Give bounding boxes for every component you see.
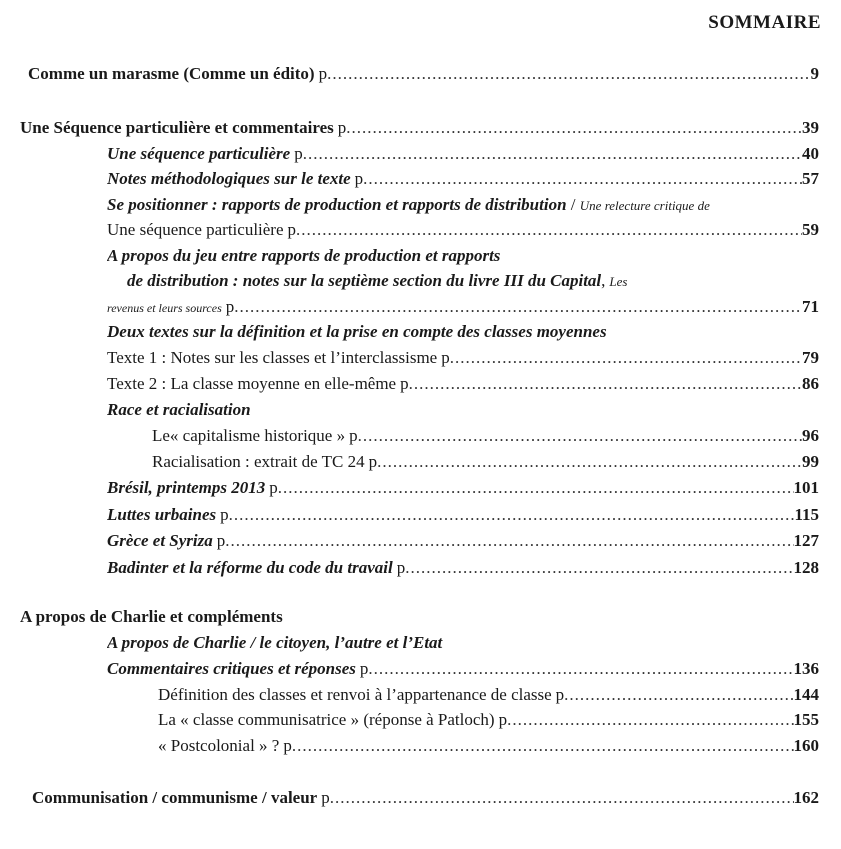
toc-entry-subtitle-small: revenus et leurs sources xyxy=(107,301,222,315)
leader-dots xyxy=(368,657,793,681)
toc-entry-title: Brésil, printemps 2013 xyxy=(107,478,266,497)
leader-dots xyxy=(405,556,793,580)
toc-entry-page: 96 xyxy=(802,426,819,445)
leader-dots xyxy=(278,476,794,500)
toc-entry-une-sequence-particuliere[interactable] xyxy=(0,142,841,166)
toc-entry-racialisation-extrait[interactable] xyxy=(0,450,841,474)
leader-dots xyxy=(296,218,802,242)
toc-entry-race-et-racialisation[interactable] xyxy=(0,398,841,422)
toc-entry-subtitle-small: Les xyxy=(609,274,628,289)
toc-entry-p: p xyxy=(225,297,235,316)
toc-entry-a-propos-de-charlie-et-complements[interactable] xyxy=(0,605,841,629)
toc-entry-title: La « classe communisatrice » (réponse à Patloch) xyxy=(158,710,495,729)
toc-entry-page: 162 xyxy=(793,788,819,807)
toc-entry-grece-et-syriza[interactable] xyxy=(0,529,841,553)
leader-dots xyxy=(234,295,802,319)
toc-entry-title: Le« capitalisme historique » xyxy=(152,426,346,445)
toc-entry-title: A propos de Charlie / le citoyen, l’autre et l’Etat xyxy=(107,633,443,652)
toc-entry-title: A propos de Charlie et compléments xyxy=(20,607,283,626)
toc-entry-page: 101 xyxy=(793,478,819,497)
toc-entry-title: Définition des classes et renvoi à l’appartenance de classe xyxy=(158,685,552,704)
toc-entry-page: 160 xyxy=(793,736,819,755)
leader-dots xyxy=(303,142,802,166)
toc-entry-p: p xyxy=(555,685,565,704)
toc-entry-definition-des-classes[interactable] xyxy=(0,683,841,707)
toc-entry-p: p xyxy=(287,220,297,239)
toc-entry-capitalisme-historique[interactable] xyxy=(0,424,841,448)
toc-entry-title: Luttes urbaines xyxy=(107,505,217,524)
toc-entry-notes-methodologiques[interactable] xyxy=(0,167,841,191)
toc-entry-p: p xyxy=(321,788,330,807)
toc-entry-page: 9 xyxy=(810,64,819,83)
toc-entry-a-propos-du-jeu[interactable] xyxy=(0,244,841,268)
toc-entry-bresil-printemps-2013[interactable] xyxy=(0,476,841,500)
toc-entry-subtitle-small: Une relecture critique de xyxy=(579,198,710,213)
toc-entry-se-positionner-continued[interactable] xyxy=(0,218,841,242)
leader-dots xyxy=(377,450,802,474)
toc-entry-title: Se positionner : rapports de production et rapports de distribution xyxy=(107,195,567,214)
toc-entry-p: p xyxy=(294,144,303,163)
toc-entry-page: 59 xyxy=(802,220,819,239)
toc-entry-une-sequence-particuliere-et-commentaires[interactable] xyxy=(0,116,841,140)
toc-entry-p: p xyxy=(400,374,409,393)
toc-entry-title: Racialisation : extrait de TC 24 xyxy=(152,452,365,471)
toc-entry-classe-communisatrice[interactable] xyxy=(0,708,841,732)
leader-dots xyxy=(450,346,802,370)
toc-entry-p: p xyxy=(220,505,229,524)
toc-entry-subtitle: Une séquence particulière xyxy=(107,220,284,239)
toc-entry-title-line1: A propos du jeu entre rapports de production et rapports xyxy=(107,246,501,265)
toc-entry-title: Texte 2 : La classe moyenne en elle-même xyxy=(107,374,397,393)
toc-entry-page: 86 xyxy=(802,374,819,393)
leader-dots xyxy=(229,503,795,527)
toc-entry-badinter[interactable] xyxy=(0,556,841,580)
leader-dots xyxy=(409,372,802,396)
toc-entry-p: p xyxy=(498,710,508,729)
toc-entry-p: p xyxy=(354,169,364,188)
toc-entry-comme-un-marasme[interactable] xyxy=(0,62,841,86)
toc-entry-title: Race et racialisation xyxy=(107,400,251,419)
toc-entry-page: 79 xyxy=(802,348,819,367)
toc-entry-p: p xyxy=(283,736,292,755)
toc-entry-title: Badinter et la réforme du code du travail xyxy=(107,558,393,577)
toc-entry-page: 128 xyxy=(793,558,819,577)
page-title: SOMMAIRE xyxy=(708,12,821,33)
toc-entry-title: Commentaires critiques et réponses xyxy=(107,659,356,678)
leader-dots xyxy=(225,529,793,553)
toc-entry-page: 57 xyxy=(802,169,819,188)
toc-entry-commentaires-critiques[interactable] xyxy=(0,657,841,681)
toc-entry-a-propos-du-jeu-line3[interactable] xyxy=(0,295,841,319)
toc-entry-title: Communisation / communisme / valeur xyxy=(32,788,318,807)
toc-entry-p: p xyxy=(216,531,226,550)
toc-entry-a-propos-de-charlie[interactable] xyxy=(0,631,841,655)
toc-entry-texte-1[interactable] xyxy=(0,346,841,370)
leader-dots xyxy=(564,683,793,707)
toc-entry-separator: / xyxy=(566,195,580,214)
toc-entry-page: 115 xyxy=(794,505,819,524)
toc-entry-title: Texte 1 : Notes sur les classes et l’interclassisme xyxy=(107,348,438,367)
toc-entry-title: Une séquence particulière xyxy=(107,144,291,163)
toc-entry-p: p xyxy=(349,426,358,445)
toc-entry-postcolonial[interactable] xyxy=(0,734,841,758)
toc-entry-page: 71 xyxy=(802,297,819,316)
toc-entry-comma: , xyxy=(601,271,606,290)
toc-entry-texte-2[interactable] xyxy=(0,372,841,396)
leader-dots xyxy=(346,116,802,140)
leader-dots xyxy=(507,708,793,732)
toc-entry-p: p xyxy=(269,478,278,497)
toc-entry-title: Comme un marasme (Comme un édito) xyxy=(28,64,315,83)
toc-entry-title: Une Séquence particulière et commentaires xyxy=(20,118,334,137)
leader-dots xyxy=(327,62,810,86)
toc-entry-title: « Postcolonial » ? xyxy=(158,736,280,755)
toc-entry-p: p xyxy=(359,659,369,678)
toc-entry-page: 136 xyxy=(793,659,819,678)
toc-entry-a-propos-du-jeu-line2[interactable] xyxy=(0,269,841,293)
leader-dots xyxy=(330,786,794,810)
toc-entry-se-positionner[interactable] xyxy=(0,193,841,217)
toc-entry-p: p xyxy=(368,452,378,471)
toc-entry-p: p xyxy=(318,64,328,83)
toc-entry-page: 39 xyxy=(802,118,819,137)
toc-entry-title: Deux textes sur la définition et la prise en compte des classes moyennes xyxy=(107,322,607,341)
toc-entry-page: 127 xyxy=(793,531,819,550)
toc-entry-page: 99 xyxy=(802,452,819,471)
toc-entry-page: 155 xyxy=(793,710,819,729)
leader-dots xyxy=(363,167,802,191)
toc-entry-title: Notes méthodologiques sur le texte xyxy=(107,169,351,188)
toc-entry-p: p xyxy=(396,558,406,577)
toc-entry-title-line2: de distribution : notes sur la septième section du livre III du Capital xyxy=(127,271,602,290)
leader-dots xyxy=(358,424,802,448)
toc-entry-communisation[interactable] xyxy=(0,786,841,810)
toc-entry-luttes-urbaines[interactable] xyxy=(0,503,841,527)
toc-entry-p: p xyxy=(337,118,347,137)
toc-entry-p: p xyxy=(441,348,450,367)
toc-entry-page: 144 xyxy=(793,685,819,704)
toc-entry-title: Grèce et Syriza xyxy=(107,531,213,550)
toc-entry-page: 40 xyxy=(802,144,819,163)
toc-entry-deux-textes[interactable] xyxy=(0,320,841,344)
leader-dots xyxy=(292,734,794,758)
